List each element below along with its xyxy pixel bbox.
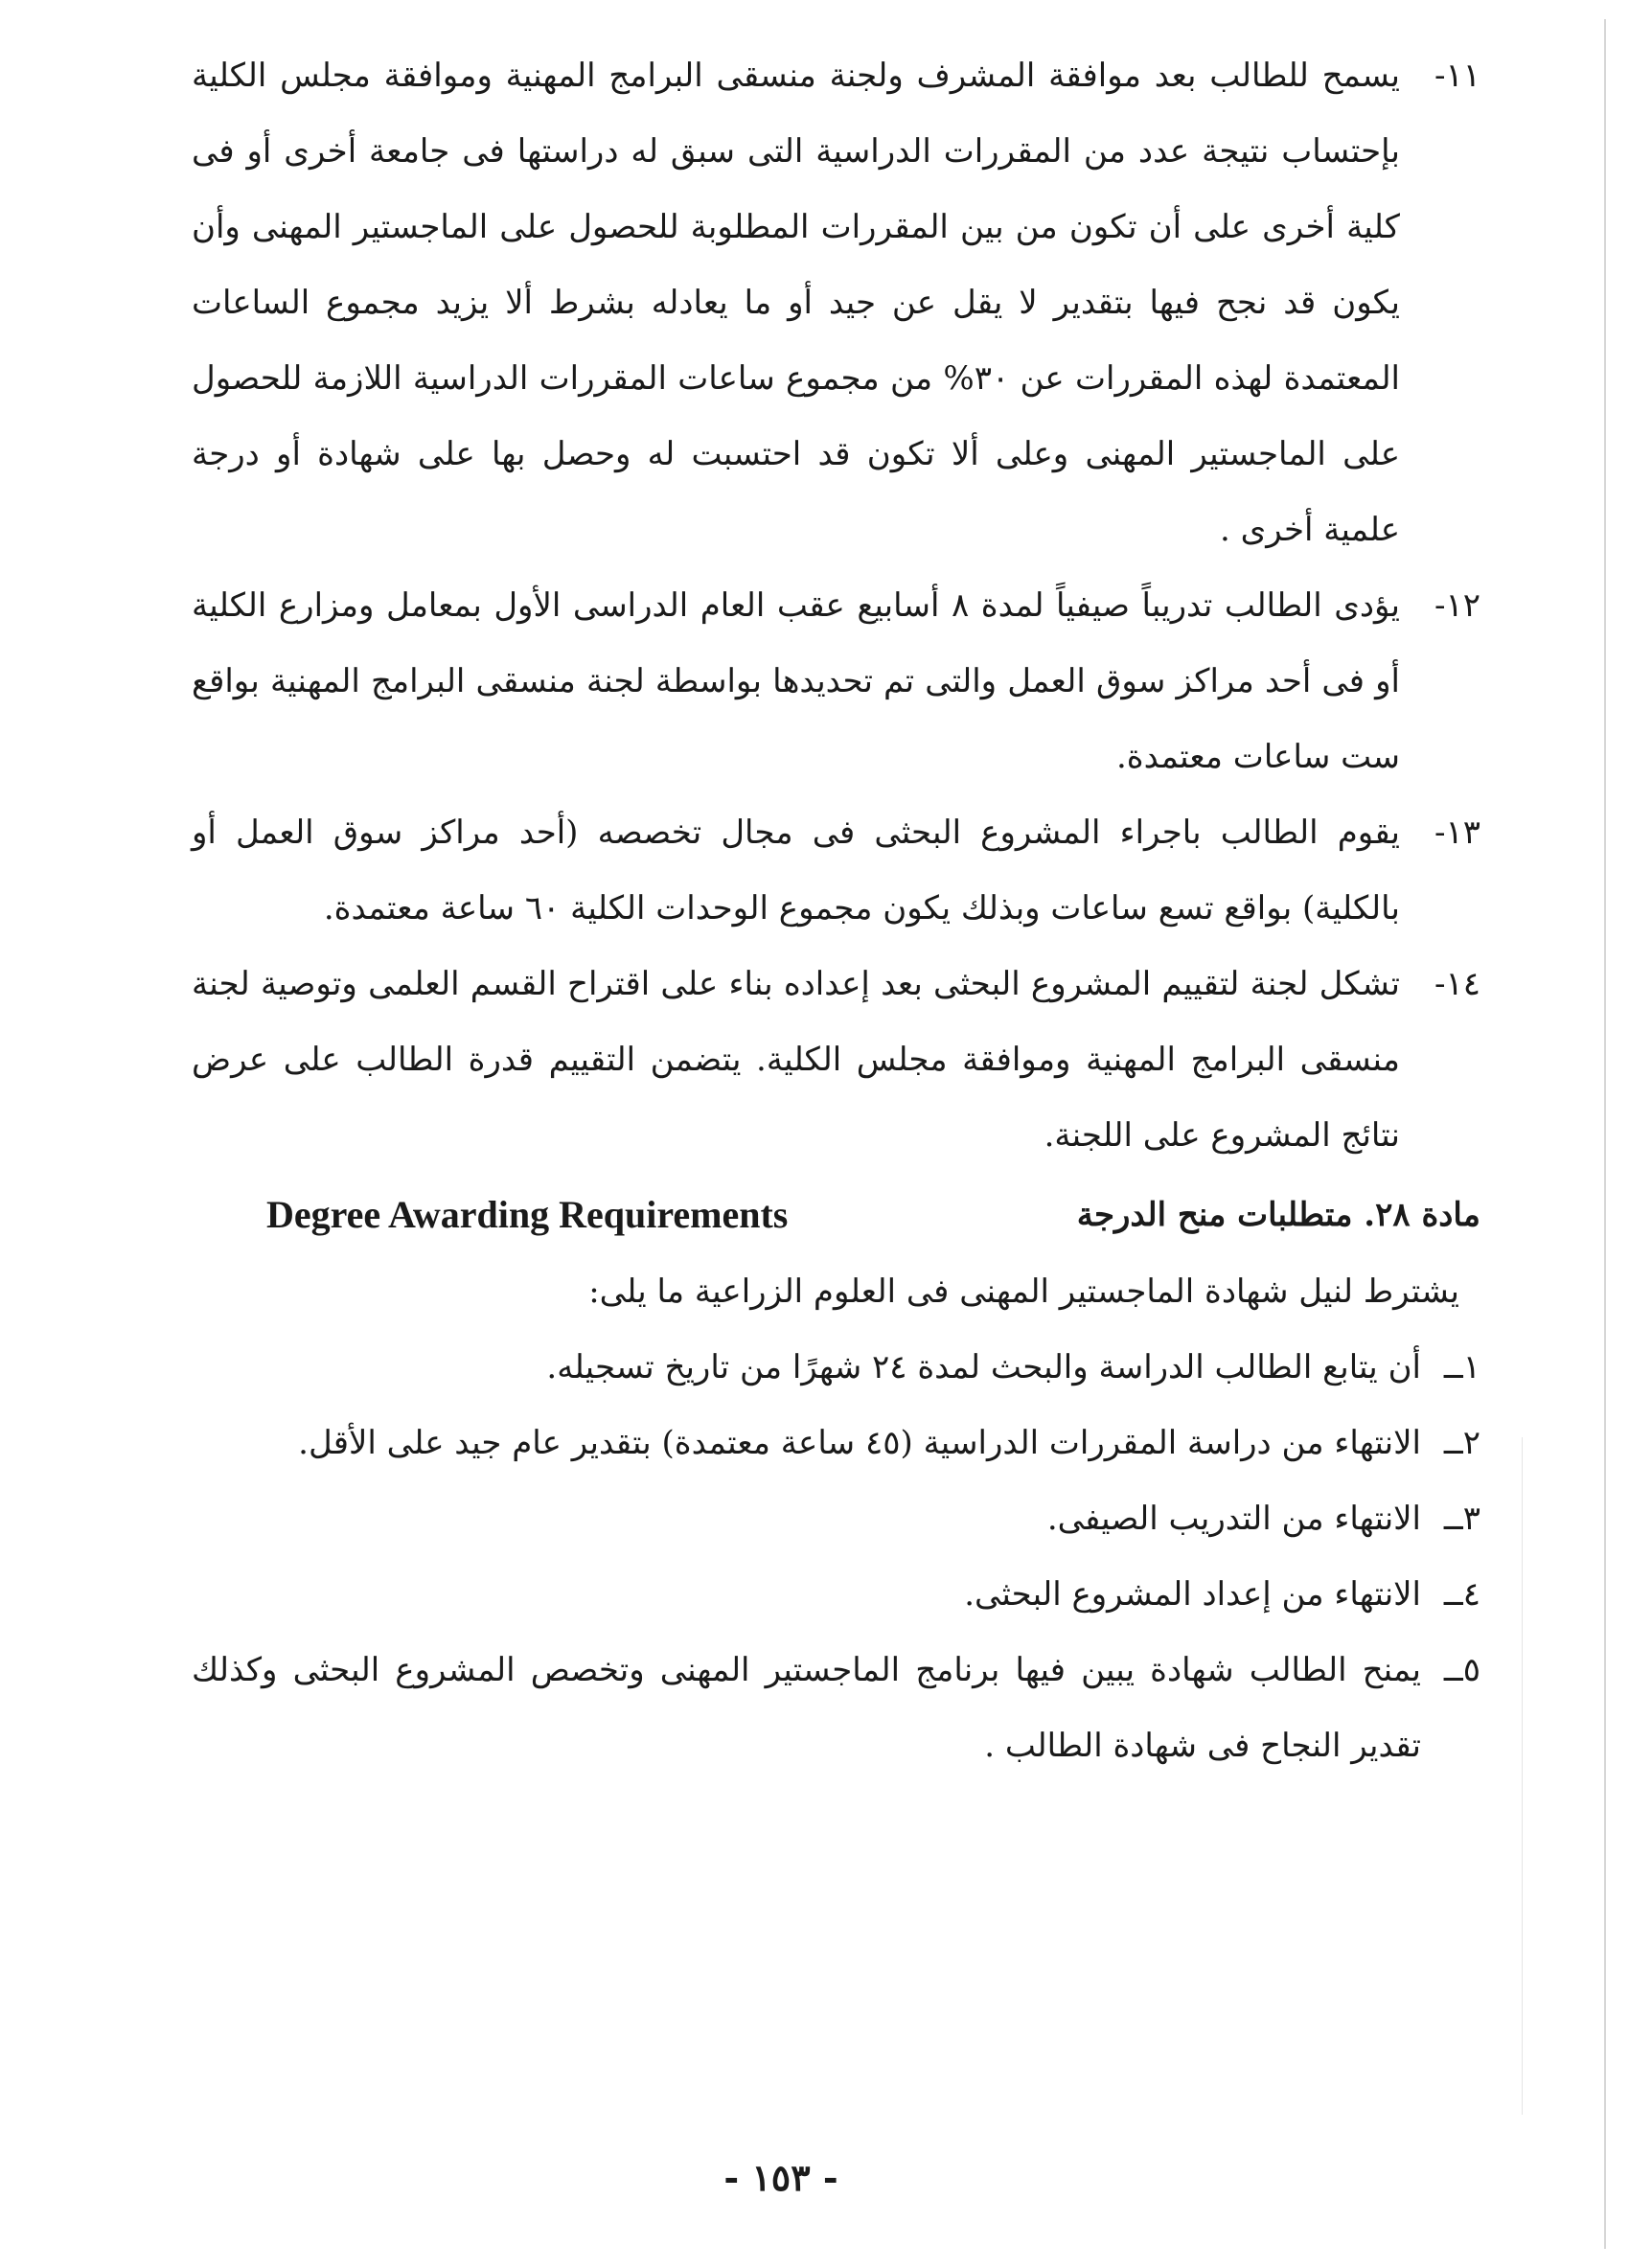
clause-text: يقوم الطالب باجراء المشروع البحثى فى مجال تخصصه (أحد مراكز سوق العمل أو بالكلية) بواقع تسع ساعات وبذلك يكون مجموع الوحدات الكلية ٦٠ ساعة معتمدة.	[192, 813, 1400, 928]
article-heading	[192, 1181, 1480, 1249]
article-title-english: Degree Awarding Requirements	[266, 1193, 789, 1236]
requirement-number: ٣ــ	[1443, 1500, 1480, 1538]
requirement-2	[192, 1406, 1480, 1481]
clause-number: ١١-	[1434, 57, 1480, 95]
requirement-number: ٥ــ	[1443, 1651, 1480, 1689]
clause-number: ١٤-	[1434, 965, 1480, 1003]
requirement-text: أن يتابع الطالب الدراسة والبحث لمدة ٢٤ شهرًا من تاريخ تسجيله.	[546, 1348, 1421, 1386]
requirement-3	[192, 1481, 1480, 1557]
page-content	[192, 38, 1480, 1784]
requirement-4	[192, 1557, 1480, 1633]
clause-text: يسمح للطالب بعد موافقة المشرف ولجنة منسقى البرامج المهنية وموافقة مجلس الكلية بإحتساب نتيجة عدد من المقررات الدراسية التى سبق له دراستها فى جامعة أخرى أو فى كلية أخرى على أن تكون من بين المقررات المطلوبة للحصول على الماجستير المهنى وأن يكون قد نجح فيها بتقدير لا يقل عن جيد أو ما يعادله بشرط ألا يزيد مجموع الساعات المعتمدة لهذه المقررات عن ٣٠% من مجموع ساعات المقررات الدراسية اللازمة للحصول على الماجستير المهنى وعلى ألا تكون قد احتسبت له وحصل بها على شهادة أو درجة علمية أخرى .	[192, 57, 1401, 549]
clause-text: يؤدى الطالب تدريباً صيفياً لمدة ٨ أسابيع عقب العام الدراسى الأول بمعامل ومزارع الكلية أو فى أحد مراكز سوق العمل والتى تم تحديدها بواسطة لجنة منسقى البرامج المهنية بواقع ست ساعات معتمدة.	[192, 586, 1400, 776]
article-intro: يشترط لنيل شهادة الماجستير المهنى فى العلوم الزراعية ما يلى:	[588, 1272, 1459, 1311]
clause-number: ١٢-	[1434, 586, 1480, 625]
clause-14	[192, 947, 1480, 1174]
requirement-text: الانتهاء من دراسة المقررات الدراسية (٤٥ ساعة معتمدة) بتقدير عام جيد على الأقل.	[298, 1424, 1421, 1462]
requirement-number: ٤ــ	[1443, 1575, 1480, 1614]
clause-number: ١٣-	[1434, 813, 1480, 852]
clause-text: تشكل لجنة لتقييم المشروع البحثى بعد إعداده بناء على اقتراح القسم العلمى وتوصية لجنة منسقى البرامج المهنية وموافقة مجلس الكلية. يتضمن التقييم قدرة الطالب على عرض نتائج المشروع على اللجنة.	[192, 965, 1400, 1155]
clause-12	[192, 568, 1480, 795]
requirement-text: يمنح الطالب شهادة يبين فيها برنامج الماجستير المهنى وتخصص المشروع البحثى وكذلك تقدير النجاح فى شهادة الطالب .	[192, 1651, 1421, 1765]
clause-13	[192, 795, 1480, 947]
scan-edge-line	[1604, 19, 1606, 2249]
page-number: - ١٥٣ -	[723, 2156, 838, 2199]
scan-edge-line-faint	[1522, 1437, 1523, 2115]
requirement-1	[192, 1330, 1480, 1406]
requirement-text: الانتهاء من التدريب الصيفى.	[1046, 1500, 1421, 1538]
clause-11	[192, 38, 1480, 568]
requirement-5	[192, 1633, 1480, 1784]
requirement-number: ٢ــ	[1443, 1424, 1480, 1462]
requirement-text: الانتهاء من إعداد المشروع البحثى.	[964, 1575, 1421, 1614]
article-title-arabic: مادة ٢٨. متطلبات منح الدرجة	[1076, 1196, 1480, 1234]
requirement-number: ١ــ	[1443, 1348, 1480, 1386]
